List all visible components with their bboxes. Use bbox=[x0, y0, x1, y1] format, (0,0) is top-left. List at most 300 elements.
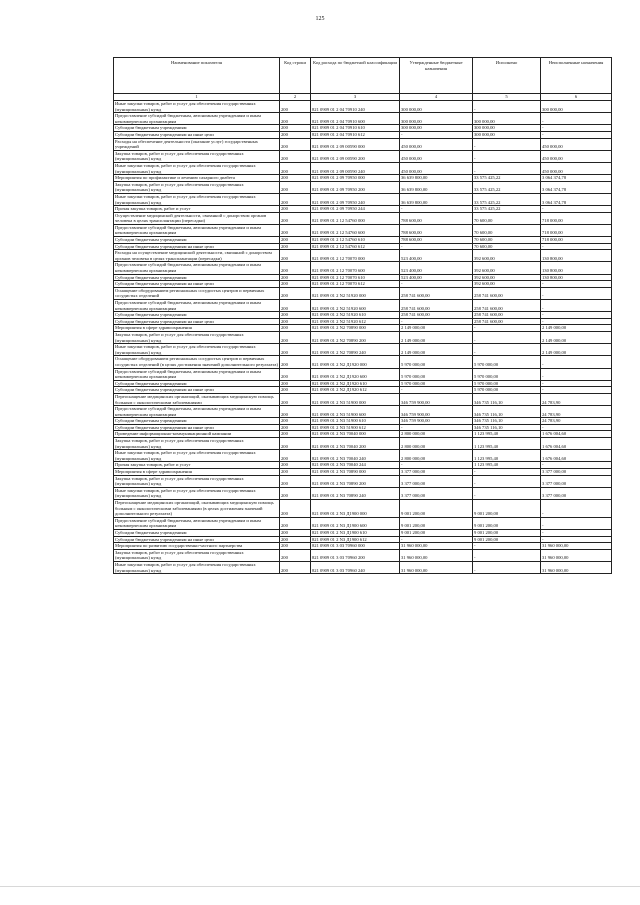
table-row bbox=[114, 325, 612, 332]
table-row bbox=[114, 131, 612, 138]
row-budget-code: 821 0909 01 2 N3 Д1900 610 bbox=[311, 529, 400, 536]
row-approved: 5 970 000,00 bbox=[400, 380, 473, 387]
table-row bbox=[114, 125, 612, 132]
row-line-code: 200 bbox=[280, 424, 311, 431]
column-number-row bbox=[114, 94, 612, 101]
row-line-code: 200 bbox=[280, 406, 311, 418]
row-executed: 346 735 116,10 bbox=[473, 418, 541, 425]
row-executed: - bbox=[473, 549, 541, 561]
row-budget-code: 821 0909 01 2 N2 Д1920 600 bbox=[311, 368, 400, 380]
row-name: Иные закупки товаров, работ и услуг для обеспечения государственных (муниципальных) нужд bbox=[114, 193, 280, 205]
row-executed: - bbox=[473, 344, 541, 356]
row-approved: - bbox=[400, 424, 473, 431]
header-approved: Утвержденные бюджетные назначения bbox=[400, 58, 473, 94]
table-row bbox=[114, 517, 612, 529]
row-budget-code: 821 0909 01 3 03 70960 000 bbox=[311, 543, 400, 550]
row-budget-code: 821 0909 01 2 N3 70040 244 bbox=[311, 462, 400, 469]
row-name: Закупка товаров, работ и услуг для обеспечения государственных (муниципальных) нужд bbox=[114, 331, 280, 343]
row-name: Предоставление субсидий бюджетным, автономным учреждениям и иным некоммерческим организациям bbox=[114, 300, 280, 312]
row-line-code: 200 bbox=[280, 387, 311, 394]
row-line-code: 200 bbox=[280, 543, 311, 550]
row-unexecuted: - bbox=[541, 318, 612, 325]
table-row bbox=[114, 543, 612, 550]
row-budget-code: 821 0909 01 2 N3 51900 000 bbox=[311, 393, 400, 405]
row-approved: - bbox=[400, 387, 473, 394]
row-unexecuted: 1 676 004,60 bbox=[541, 438, 612, 450]
row-name: Прочая закупка товаров, работ и услуг bbox=[114, 462, 280, 469]
table-row bbox=[114, 138, 612, 150]
row-unexecuted: 2 149 000,00 bbox=[541, 344, 612, 356]
row-line-code: 200 bbox=[280, 101, 311, 113]
table-body bbox=[114, 101, 612, 574]
table-row bbox=[114, 300, 612, 312]
row-name: Предоставление субсидий бюджетным, автономным учреждениям и иным некоммерческим организациям bbox=[114, 406, 280, 418]
row-unexecuted: - bbox=[541, 356, 612, 368]
row-unexecuted: 3 377 000,00 bbox=[541, 469, 612, 476]
table-header-row bbox=[114, 58, 612, 94]
row-line-code: 200 bbox=[280, 450, 311, 462]
row-approved: 450 000,00 bbox=[400, 150, 473, 162]
table-row bbox=[114, 224, 612, 236]
row-approved: 2 149 000,00 bbox=[400, 325, 473, 332]
table-row bbox=[114, 368, 612, 380]
row-approved: 31 960 000,00 bbox=[400, 549, 473, 561]
row-budget-code: 821 0909 01 2 04 70910 612 bbox=[311, 131, 400, 138]
row-unexecuted: 3 064 374,78 bbox=[541, 193, 612, 205]
row-unexecuted: 3 064 374,78 bbox=[541, 175, 612, 182]
row-line-code: 200 bbox=[280, 475, 311, 487]
row-unexecuted: - bbox=[541, 300, 612, 312]
row-budget-code: 821 0909 01 2 N3 Д1900 612 bbox=[311, 536, 400, 543]
table-row bbox=[114, 206, 612, 213]
row-budget-code: 821 0909 01 2 N2 51920 000 bbox=[311, 287, 400, 299]
table-row bbox=[114, 469, 612, 476]
table-row bbox=[114, 450, 612, 462]
row-executed: 5 970 000,00 bbox=[473, 368, 541, 380]
row-executed: - bbox=[473, 138, 541, 150]
row-executed: 1 123 995,40 bbox=[473, 450, 541, 462]
row-line-code: 200 bbox=[280, 318, 311, 325]
row-name: Расходы на обеспечение деятельности (оказание услуг) государственных учреждений bbox=[114, 138, 280, 150]
row-line-code: 200 bbox=[280, 125, 311, 132]
row-executed: 346 735 116,10 bbox=[473, 393, 541, 405]
row-budget-code: 821 0909 01 2 12 70070 612 bbox=[311, 281, 400, 288]
row-budget-code: 821 0909 01 2 09 00590 240 bbox=[311, 162, 400, 174]
column-number: 4 bbox=[400, 94, 473, 101]
row-approved: - bbox=[400, 131, 473, 138]
row-name: Предоставление субсидий бюджетным, автономным учреждениям и иным некоммерческим организациям bbox=[114, 368, 280, 380]
table-row bbox=[114, 529, 612, 536]
row-approved: 5 970 000,00 bbox=[400, 356, 473, 368]
header-unexecuted: Неисполненные назначения bbox=[541, 58, 612, 94]
row-unexecuted: - bbox=[541, 529, 612, 536]
row-budget-code: 821 0909 01 2 N2 Д1920 612 bbox=[311, 387, 400, 394]
row-name: Субсидии бюджетным учреждениям на иные цели bbox=[114, 131, 280, 138]
row-executed: 9 001 200,00 bbox=[473, 536, 541, 543]
row-budget-code: 821 0909 01 2 N3 51900 600 bbox=[311, 406, 400, 418]
row-approved: 346 759 900,00 bbox=[400, 393, 473, 405]
row-budget-code: 821 0909 01 2 09 70950 200 bbox=[311, 181, 400, 193]
row-budget-code: 821 0909 01 2 N2 51920 600 bbox=[311, 300, 400, 312]
row-approved: 31 960 000,00 bbox=[400, 543, 473, 550]
row-name: Иные закупки товаров, работ и услуг для обеспечения государственных (муниципальных) нужд bbox=[114, 561, 280, 573]
row-executed: - bbox=[473, 487, 541, 499]
row-unexecuted: 31 960 000,00 bbox=[541, 549, 612, 561]
row-executed: 9 001 200,00 bbox=[473, 529, 541, 536]
row-executed: 1 123 995,40 bbox=[473, 462, 541, 469]
row-name: Закупка товаров, работ и услуг для обеспечения государственных (муниципальных) нужд bbox=[114, 475, 280, 487]
table-row bbox=[114, 344, 612, 356]
row-line-code: 200 bbox=[280, 224, 311, 236]
header-executed: Исполнено bbox=[473, 58, 541, 94]
row-name: Осуществление медицинской деятельности, связанной с донорством органов человека в целях трансплантации (пересадки) bbox=[114, 212, 280, 224]
row-name: Переоснащение медицинских организаций, оказывающих медицинскую помощь больным с онкологическими заболеваниями (в целях достижения значений дополнительного результата) bbox=[114, 500, 280, 518]
row-budget-code: 821 0909 01 2 12 54760 600 bbox=[311, 224, 400, 236]
row-unexecuted: - bbox=[541, 380, 612, 387]
row-executed: 392 600,00 bbox=[473, 250, 541, 262]
row-unexecuted: 2 149 000,00 bbox=[541, 325, 612, 332]
row-unexecuted: 24 783,90 bbox=[541, 418, 612, 425]
row-unexecuted: 130 800,00 bbox=[541, 274, 612, 281]
row-line-code: 200 bbox=[280, 262, 311, 274]
row-budget-code: 821 0909 01 2 12 70070 000 bbox=[311, 250, 400, 262]
table-row bbox=[114, 281, 612, 288]
row-name: Иные закупки товаров, работ и услуг для обеспечения государственных (муниципальных) нужд bbox=[114, 450, 280, 462]
table-row bbox=[114, 536, 612, 543]
row-line-code: 200 bbox=[280, 431, 311, 438]
row-executed: 300 000,00 bbox=[473, 113, 541, 125]
table-row bbox=[114, 561, 612, 573]
row-name: Предоставление субсидий бюджетным, автономным учреждениям и иным некоммерческим организациям bbox=[114, 113, 280, 125]
row-approved: 9 001 200,00 bbox=[400, 517, 473, 529]
row-budget-code: 821 0909 01 2 N2 70890 200 bbox=[311, 331, 400, 343]
row-unexecuted: - bbox=[541, 113, 612, 125]
row-unexecuted: 3 377 000,00 bbox=[541, 487, 612, 499]
row-executed: 5 970 000,00 bbox=[473, 356, 541, 368]
table-row bbox=[114, 475, 612, 487]
row-budget-code: 821 0909 01 2 N3 70040 200 bbox=[311, 438, 400, 450]
row-budget-code: 821 0909 01 2 N3 51900 610 bbox=[311, 418, 400, 425]
row-line-code: 200 bbox=[280, 380, 311, 387]
row-unexecuted: 130 800,00 bbox=[541, 250, 612, 262]
row-unexecuted: 718 000,00 bbox=[541, 212, 612, 224]
row-unexecuted: 718 000,00 bbox=[541, 237, 612, 244]
row-name: Расходы на осуществление медицинской деятельности, связанной с донорством органов человека в целях трансплантации (пересадки) bbox=[114, 250, 280, 262]
row-executed: 300 000,00 bbox=[473, 131, 541, 138]
row-name: Иные закупки товаров, работ и услуг для обеспечения государственных (муниципальных) нужд bbox=[114, 487, 280, 499]
row-line-code: 200 bbox=[280, 418, 311, 425]
row-name: Предоставление субсидий бюджетным, автономным учреждениям и иным некоммерческим организациям bbox=[114, 262, 280, 274]
expenditure-table bbox=[113, 57, 612, 574]
row-executed: 258 741 600,00 bbox=[473, 300, 541, 312]
table-row bbox=[114, 380, 612, 387]
table-row bbox=[114, 250, 612, 262]
row-approved: 450 000,00 bbox=[400, 162, 473, 174]
row-approved: 5 970 000,00 bbox=[400, 368, 473, 380]
row-line-code: 200 bbox=[280, 549, 311, 561]
row-line-code: 200 bbox=[280, 561, 311, 573]
row-name: Мероприятия в сфере здравоохранения bbox=[114, 469, 280, 476]
row-executed: - bbox=[473, 543, 541, 550]
row-name: Субсидии бюджетным учреждениям на иные цели bbox=[114, 318, 280, 325]
table-row bbox=[114, 318, 612, 325]
table-row bbox=[114, 387, 612, 394]
row-executed: - bbox=[473, 325, 541, 332]
table-row bbox=[114, 418, 612, 425]
row-approved: 3 377 000,00 bbox=[400, 475, 473, 487]
row-executed: - bbox=[473, 162, 541, 174]
row-name: Субсидии бюджетным учреждениям bbox=[114, 125, 280, 132]
row-executed: 392 600,00 bbox=[473, 274, 541, 281]
table-row bbox=[114, 181, 612, 193]
row-budget-code: 821 0909 01 2 N2 Д1920 000 bbox=[311, 356, 400, 368]
row-executed: 33 575 425,22 bbox=[473, 181, 541, 193]
row-line-code: 200 bbox=[280, 138, 311, 150]
row-unexecuted: 450 000,00 bbox=[541, 138, 612, 150]
row-name: Предоставление субсидий бюджетным, автономным учреждениям и иным некоммерческим организациям bbox=[114, 517, 280, 529]
row-unexecuted: - bbox=[541, 462, 612, 469]
row-name: Иные закупки товаров, работ и услуг для обеспечения государственных (муниципальных) нужд bbox=[114, 162, 280, 174]
header-name: Наименование показателя bbox=[114, 58, 280, 94]
row-line-code: 200 bbox=[280, 131, 311, 138]
row-line-code: 200 bbox=[280, 206, 311, 213]
row-approved: - bbox=[400, 462, 473, 469]
table-row bbox=[114, 393, 612, 405]
row-unexecuted: 31 960 000,00 bbox=[541, 543, 612, 550]
row-executed: 1 123 995,40 bbox=[473, 431, 541, 438]
row-name: Оснащение оборудованием региональных сосудистых центров и первичных сосудистых отделений bbox=[114, 287, 280, 299]
table-row bbox=[114, 101, 612, 113]
column-number: 1 bbox=[114, 94, 280, 101]
table-row bbox=[114, 262, 612, 274]
row-unexecuted: - bbox=[541, 536, 612, 543]
table-row bbox=[114, 212, 612, 224]
row-line-code: 200 bbox=[280, 237, 311, 244]
row-executed: - bbox=[473, 101, 541, 113]
row-name: Мероприятия по развитию государственно-частного партнерства bbox=[114, 543, 280, 550]
row-budget-code: 821 0909 01 2 N3 70040 000 bbox=[311, 431, 400, 438]
row-unexecuted: 2 149 000,00 bbox=[541, 331, 612, 343]
row-budget-code: 821 0909 01 2 12 70070 600 bbox=[311, 262, 400, 274]
row-line-code: 200 bbox=[280, 150, 311, 162]
row-approved: 523 400,00 bbox=[400, 250, 473, 262]
row-executed: 33 575 425,22 bbox=[473, 206, 541, 213]
row-line-code: 200 bbox=[280, 517, 311, 529]
row-approved: 523 400,00 bbox=[400, 262, 473, 274]
row-approved: 346 759 900,00 bbox=[400, 406, 473, 418]
row-name: Мероприятия в сфере здравоохранения bbox=[114, 325, 280, 332]
row-name: Иные закупки товаров, работ и услуг для обеспечения государственных (муниципальных) нужд bbox=[114, 101, 280, 113]
row-unexecuted: 450 000,00 bbox=[541, 162, 612, 174]
row-line-code: 200 bbox=[280, 469, 311, 476]
row-budget-code: 821 0909 01 3 03 70960 240 bbox=[311, 561, 400, 573]
row-unexecuted: - bbox=[541, 387, 612, 394]
row-name: Субсидии бюджетным учреждениям на иные цели bbox=[114, 387, 280, 394]
row-name: Субсидии бюджетным учреждениям на иные цели bbox=[114, 243, 280, 250]
row-name: Субсидии бюджетным учреждениям bbox=[114, 380, 280, 387]
row-unexecuted: - bbox=[541, 206, 612, 213]
row-line-code: 200 bbox=[280, 181, 311, 193]
row-name: Закупка товаров, работ и услуг для обеспечения государственных (муниципальных) нужд bbox=[114, 438, 280, 450]
row-budget-code: 821 0909 01 2 N2 Д1920 610 bbox=[311, 380, 400, 387]
row-budget-code: 821 0909 01 2 09 70950 000 bbox=[311, 175, 400, 182]
row-executed: 392 600,00 bbox=[473, 262, 541, 274]
row-approved: 258 741 600,00 bbox=[400, 287, 473, 299]
table-row bbox=[114, 406, 612, 418]
row-line-code: 200 bbox=[280, 175, 311, 182]
row-line-code: 200 bbox=[280, 500, 311, 518]
table-row bbox=[114, 274, 612, 281]
row-line-code: 200 bbox=[280, 281, 311, 288]
row-unexecuted: - bbox=[541, 312, 612, 319]
table-row bbox=[114, 331, 612, 343]
table-row bbox=[114, 549, 612, 561]
table-row bbox=[114, 113, 612, 125]
row-executed: 5 970 000,00 bbox=[473, 380, 541, 387]
row-executed: 9 001 200,00 bbox=[473, 500, 541, 518]
row-line-code: 200 bbox=[280, 250, 311, 262]
row-executed: 392 600,00 bbox=[473, 281, 541, 288]
row-budget-code: 821 0909 01 2 N3 70890 000 bbox=[311, 469, 400, 476]
table-row bbox=[114, 162, 612, 174]
row-line-code: 200 bbox=[280, 368, 311, 380]
header-line-code: Код строки bbox=[280, 58, 311, 94]
row-approved: 3 377 000,00 bbox=[400, 487, 473, 499]
row-executed: - bbox=[473, 561, 541, 573]
row-budget-code: 821 0909 01 2 09 70950 240 bbox=[311, 193, 400, 205]
row-budget-code: 821 0909 01 2 N2 51920 612 bbox=[311, 318, 400, 325]
table-row bbox=[114, 312, 612, 319]
row-approved: 2 800 000,00 bbox=[400, 438, 473, 450]
row-line-code: 200 bbox=[280, 325, 311, 332]
column-number: 6 bbox=[541, 94, 612, 101]
header-budget-code: Код расхода по бюджетной классификации bbox=[311, 58, 400, 94]
row-executed: 258 741 600,00 bbox=[473, 318, 541, 325]
row-name: Закупка товаров, работ и услуг для обеспечения государственных (муниципальных) нужд bbox=[114, 150, 280, 162]
row-name: Переоснащение медицинских организаций, оказывающих медицинскую помощь больным с онкологическими заболеваниями bbox=[114, 393, 280, 405]
row-name: Субсидии бюджетным учреждениям bbox=[114, 312, 280, 319]
row-executed: 5 970 000,00 bbox=[473, 387, 541, 394]
row-name: Закупка товаров, работ и услуг для обеспечения государственных (муниципальных) нужд bbox=[114, 181, 280, 193]
table-row bbox=[114, 237, 612, 244]
row-unexecuted: 300 000,00 bbox=[541, 101, 612, 113]
row-budget-code: 821 0909 01 2 N3 Д1900 600 bbox=[311, 517, 400, 529]
row-name: Предоставление субсидий бюджетным, автономным учреждениям и иным некоммерческим организациям bbox=[114, 224, 280, 236]
row-unexecuted: - bbox=[541, 131, 612, 138]
table-row bbox=[114, 150, 612, 162]
row-approved: 258 741 600,00 bbox=[400, 300, 473, 312]
row-approved: 36 639 800,00 bbox=[400, 181, 473, 193]
row-line-code: 200 bbox=[280, 243, 311, 250]
row-name: Субсидии бюджетным учреждениям на иные цели bbox=[114, 536, 280, 543]
row-executed: - bbox=[473, 469, 541, 476]
row-unexecuted: - bbox=[541, 368, 612, 380]
row-approved: 9 001 200,00 bbox=[400, 529, 473, 536]
row-unexecuted: - bbox=[541, 125, 612, 132]
row-approved: 2 149 000,00 bbox=[400, 331, 473, 343]
row-line-code: 200 bbox=[280, 487, 311, 499]
row-unexecuted: - bbox=[541, 281, 612, 288]
row-name: Субсидии бюджетным учреждениям bbox=[114, 529, 280, 536]
row-unexecuted: - bbox=[541, 500, 612, 518]
row-budget-code: 821 0909 01 2 N3 70890 240 bbox=[311, 487, 400, 499]
page-number: 125 bbox=[315, 16, 325, 22]
row-approved: 2 149 000,00 bbox=[400, 344, 473, 356]
row-name: Субсидии бюджетным учреждениям bbox=[114, 237, 280, 244]
row-name: Субсидии бюджетным учреждениям bbox=[114, 274, 280, 281]
row-approved: 9 001 200,00 bbox=[400, 500, 473, 518]
row-executed: - bbox=[473, 331, 541, 343]
row-approved: 2 800 000,00 bbox=[400, 431, 473, 438]
row-executed: 33 575 425,22 bbox=[473, 193, 541, 205]
row-approved: 523 400,00 bbox=[400, 274, 473, 281]
row-executed: - bbox=[473, 150, 541, 162]
row-budget-code: 821 0909 01 2 N3 Д1900 000 bbox=[311, 500, 400, 518]
row-unexecuted: 31 960 000,00 bbox=[541, 561, 612, 573]
row-budget-code: 821 0909 01 2 12 54760 000 bbox=[311, 212, 400, 224]
row-name: Закупка товаров, работ и услуг для обеспечения государственных (муниципальных) нужд bbox=[114, 549, 280, 561]
row-unexecuted: 24 783,90 bbox=[541, 393, 612, 405]
row-budget-code: 821 0909 01 2 09 00590 200 bbox=[311, 150, 400, 162]
row-budget-code: 821 0909 01 2 N2 70890 240 bbox=[311, 344, 400, 356]
row-approved: 2 800 000,00 bbox=[400, 450, 473, 462]
row-name: Субсидии бюджетным учреждениям bbox=[114, 418, 280, 425]
row-line-code: 200 bbox=[280, 312, 311, 319]
row-approved: 450 000,00 bbox=[400, 138, 473, 150]
row-line-code: 200 bbox=[280, 462, 311, 469]
row-executed: - bbox=[473, 475, 541, 487]
row-name: Оснащение оборудованием региональных сосудистых центров и первичных сосудистых отделений (в целях достижения значений дополнительного результата) bbox=[115, 356, 278, 367]
table-row bbox=[114, 500, 612, 518]
row-budget-code: 821 0909 01 2 N2 51920 610 bbox=[311, 312, 400, 319]
row-budget-code: 821 0909 01 2 N3 51900 612 bbox=[311, 424, 400, 431]
row-line-code: 200 bbox=[280, 113, 311, 125]
row-line-code: 200 bbox=[280, 162, 311, 174]
row-approved: 788 600,00 bbox=[400, 224, 473, 236]
row-name: Прочая закупка товаров, работ и услуг bbox=[114, 206, 280, 213]
row-budget-code: 821 0909 01 2 04 70910 600 bbox=[311, 113, 400, 125]
row-approved: 3 377 000,00 bbox=[400, 469, 473, 476]
column-number: 3 bbox=[311, 94, 400, 101]
row-executed: 33 575 425,22 bbox=[473, 175, 541, 182]
row-approved: 300 000,00 bbox=[400, 101, 473, 113]
table-row bbox=[114, 356, 612, 368]
row-approved: - bbox=[400, 318, 473, 325]
row-approved: 300 000,00 bbox=[400, 125, 473, 132]
row-unexecuted: 3 377 000,00 bbox=[541, 475, 612, 487]
row-approved: - bbox=[400, 536, 473, 543]
row-budget-code: 821 0909 01 2 09 70950 244 bbox=[311, 206, 400, 213]
row-approved: - bbox=[400, 281, 473, 288]
table-row bbox=[114, 462, 612, 469]
row-name: Иные закупки товаров, работ и услуг для обеспечения государственных (муниципальных) нужд bbox=[114, 344, 280, 356]
table-row bbox=[114, 487, 612, 499]
row-approved: 788 600,00 bbox=[400, 237, 473, 244]
row-approved: - bbox=[400, 206, 473, 213]
row-approved: 36 639 800,00 bbox=[400, 175, 473, 182]
row-budget-code: 821 0909 01 3 03 70960 200 bbox=[311, 549, 400, 561]
row-budget-code: 821 0909 01 2 04 70910 610 bbox=[311, 125, 400, 132]
row-executed: 258 741 600,00 bbox=[473, 287, 541, 299]
row-budget-code: 821 0909 01 2 N3 70040 240 bbox=[311, 450, 400, 462]
row-unexecuted: 718 000,00 bbox=[541, 224, 612, 236]
row-unexecuted: 3 064 374,78 bbox=[541, 181, 612, 193]
row-budget-code: 821 0909 01 2 12 54760 610 bbox=[311, 237, 400, 244]
row-line-code: 200 bbox=[280, 356, 311, 368]
row-approved: - bbox=[400, 243, 473, 250]
row-budget-code: 821 0909 01 2 09 00590 000 bbox=[311, 138, 400, 150]
row-executed: 346 735 116,10 bbox=[473, 424, 541, 431]
